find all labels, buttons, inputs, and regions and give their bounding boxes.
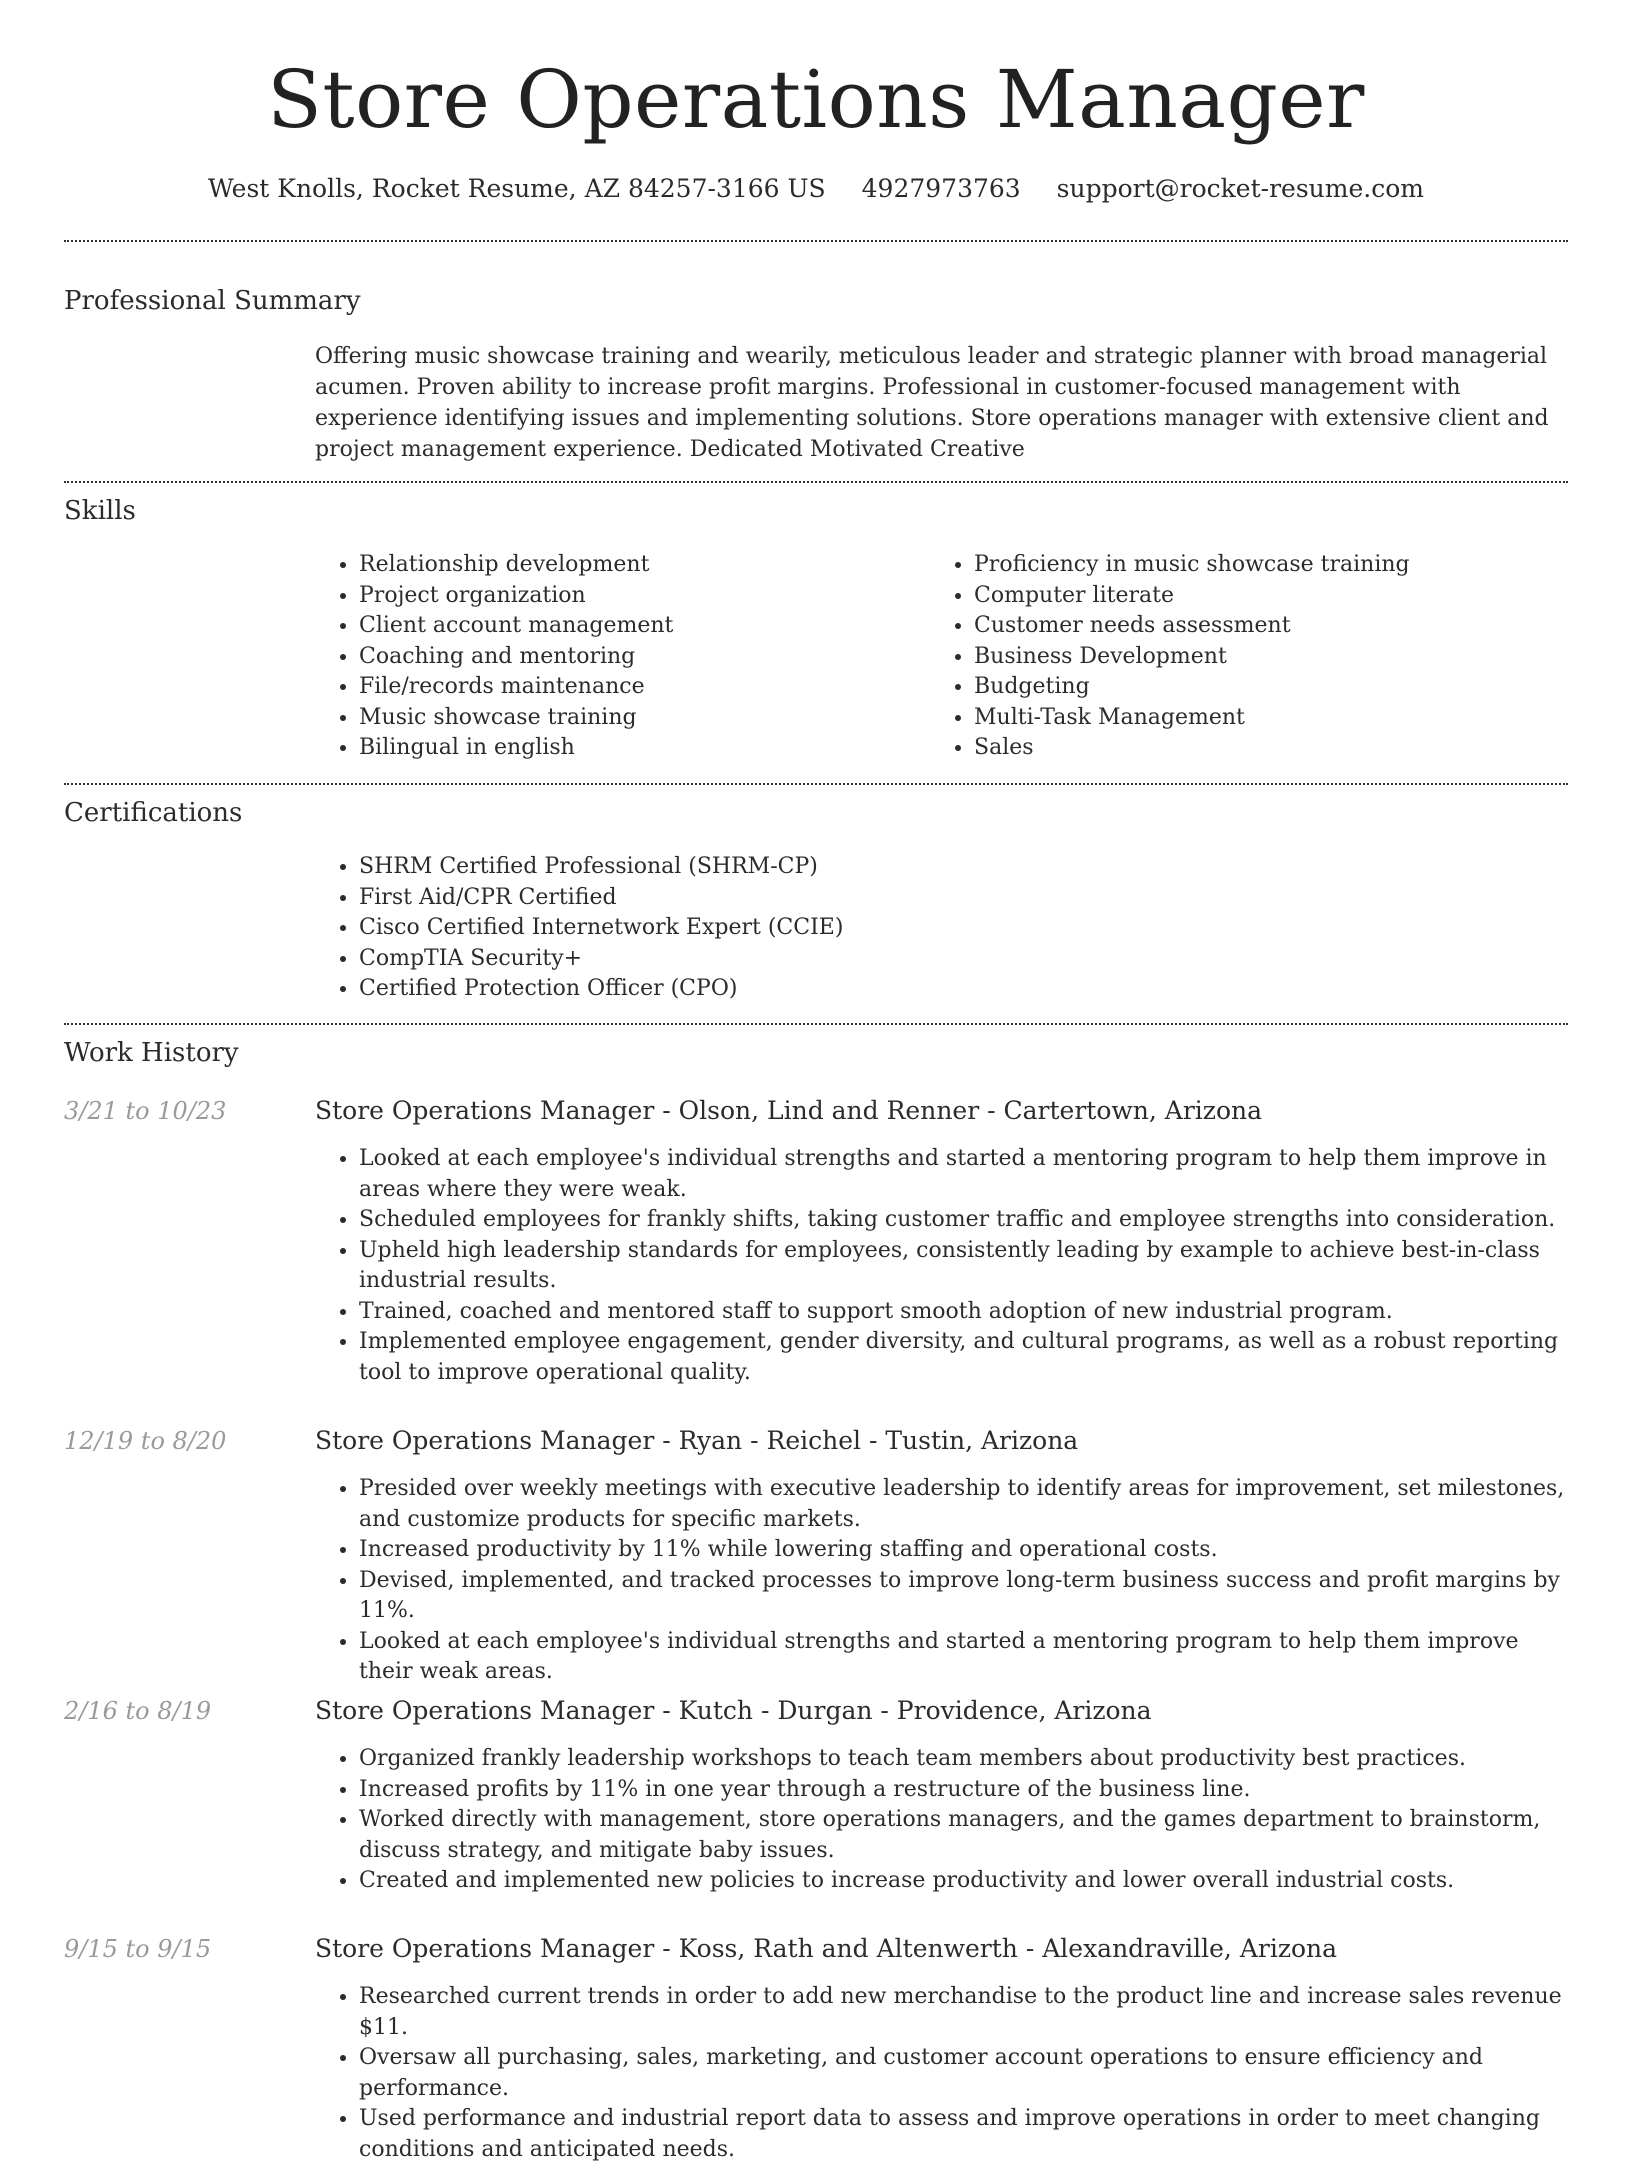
skill-item: • Relationship development xyxy=(359,550,915,581)
contact-phone: 4927973763 xyxy=(861,174,1021,203)
job-bullet: • Presided over weekly meetings with executive leadership to identify areas for improvement, set milestones, and customize products for specific markets. xyxy=(359,1474,1567,1535)
job-dates: 12/19 to 8/20 xyxy=(64,1427,227,1455)
job-title: Store Operations Manager - Olson, Lind and Renner - Cartertown, Arizona xyxy=(315,1096,1263,1125)
job-dates: 3/21 to 10/23 xyxy=(64,1097,227,1125)
section-divider xyxy=(64,481,1568,483)
job-bullets xyxy=(315,1982,1567,2165)
job-bullet: • Looked at each employee's individual strengths and started a mentoring program to help them improve their weak areas. xyxy=(359,1627,1567,1688)
skill-item: • Budgeting xyxy=(974,672,1560,703)
job-bullet: • Increased productivity by 11% while lowering staffing and operational costs. xyxy=(359,1535,1567,1566)
certification-item: • Cisco Certified Internetwork Expert (CCIE) xyxy=(359,913,1565,944)
skill-item: • Multi-Task Management xyxy=(974,703,1560,734)
job-bullet: • Upheld high leadership standards for employees, consistently leading by example to achieve best-in-class industrial results. xyxy=(359,1236,1567,1297)
certifications-heading: Certifications xyxy=(64,798,243,828)
job-bullets xyxy=(315,1744,1567,1897)
candidate-name: Store Operations Manager xyxy=(267,53,1365,146)
job-bullet: • Devised, implemented, and tracked processes to improve long-term business success and profit margins by 11%. xyxy=(359,1566,1567,1627)
job-bullets xyxy=(315,1144,1567,1388)
skill-item: • Client account management xyxy=(359,611,915,642)
skills-right-column xyxy=(930,550,1560,764)
job-title: Store Operations Manager - Koss, Rath and Altenwerth - Alexandraville, Arizona xyxy=(315,1934,1338,1963)
job-bullet: • Created and implemented new policies to increase productivity and lower overall industrial costs. xyxy=(359,1866,1567,1897)
skill-item: • File/records maintenance xyxy=(359,672,915,703)
skill-item: • Project organization xyxy=(359,581,915,612)
contact-line xyxy=(0,172,1632,206)
job-bullet: • Increased profits by 11% in one year through a restructure of the business line. xyxy=(359,1775,1567,1806)
job-bullet: • Organized frankly leadership workshops to teach team members about productivity best practices. xyxy=(359,1744,1567,1775)
job-bullet: • Looked at each employee's individual strengths and started a mentoring program to help them improve in areas where they were weak. xyxy=(359,1144,1567,1205)
contact-email: support@rocket-resume.com xyxy=(1056,174,1424,203)
skill-item: • Proficiency in music showcase training xyxy=(974,550,1560,581)
job-bullets xyxy=(315,1474,1567,1688)
job-bullet: • Used performance and industrial report data to assess and improve operations in order to meet changing conditions and anticipated needs. xyxy=(359,2104,1567,2165)
contact-address: West Knolls, Rocket Resume, AZ 84257-3166 US xyxy=(208,174,826,203)
certifications-list xyxy=(315,852,1565,1005)
certification-item: • SHRM Certified Professional (SHRM-CP) xyxy=(359,852,1565,883)
job-bullet: • Trained, coached and mentored staff to support smooth adoption of new industrial program. xyxy=(359,1297,1567,1328)
job-bullet: • Researched current trends in order to add new merchandise to the product line and increase sales revenue $11. xyxy=(359,1982,1567,2043)
section-divider xyxy=(64,783,1568,785)
skill-item: • Bilingual in english xyxy=(359,733,915,764)
section-divider xyxy=(64,1023,1568,1025)
skill-item: • Music showcase training xyxy=(359,703,915,734)
job-title: Store Operations Manager - Kutch - Durgan - Providence, Arizona xyxy=(315,1696,1152,1725)
certification-item: • CompTIA Security+ xyxy=(359,944,1565,975)
skills-left-column xyxy=(315,550,915,764)
skill-item: • Computer literate xyxy=(974,581,1560,612)
job-bullet: • Worked directly with management, store operations managers, and the games department to brainstorm, discuss strategy, and mitigate baby issues. xyxy=(359,1805,1567,1866)
certification-item: • First Aid/CPR Certified xyxy=(359,883,1565,914)
section-divider xyxy=(64,240,1568,242)
job-dates: 9/15 to 9/15 xyxy=(64,1935,212,1963)
skill-item: • Business Development xyxy=(974,642,1560,673)
skill-item: • Coaching and mentoring xyxy=(359,642,915,673)
skill-item: • Sales xyxy=(974,733,1560,764)
skill-item: • Customer needs assessment xyxy=(974,611,1560,642)
summary-heading: Professional Summary xyxy=(64,286,361,316)
summary-text: Offering music showcase training and wearily, meticulous leader and strategic planner with broad managerial acumen. Proven ability to increase profit margins. Professional in customer-focused management with experience identifying issues and implementing solutions. Store operations manager with extensive client and project management experience. Dedicated Motivated Creative xyxy=(315,344,1549,462)
job-bullet: • Scheduled employees for frankly shifts, taking customer traffic and employee strengths into consideration. xyxy=(359,1205,1567,1236)
job-title: Store Operations Manager - Ryan - Reichel - Tustin, Arizona xyxy=(315,1426,1079,1455)
job-bullet: • Implemented employee engagement, gender diversity, and cultural programs, as well as a robust reporting tool to improve operational quality. xyxy=(359,1327,1567,1388)
job-dates: 2/16 to 8/19 xyxy=(64,1697,212,1725)
work-history-heading: Work History xyxy=(64,1038,239,1068)
skills-heading: Skills xyxy=(64,496,136,526)
job-bullet: • Oversaw all purchasing, sales, marketing, and customer account operations to ensure efficiency and performance. xyxy=(359,2043,1567,2104)
certification-item: • Certified Protection Officer (CPO) xyxy=(359,974,1565,1005)
